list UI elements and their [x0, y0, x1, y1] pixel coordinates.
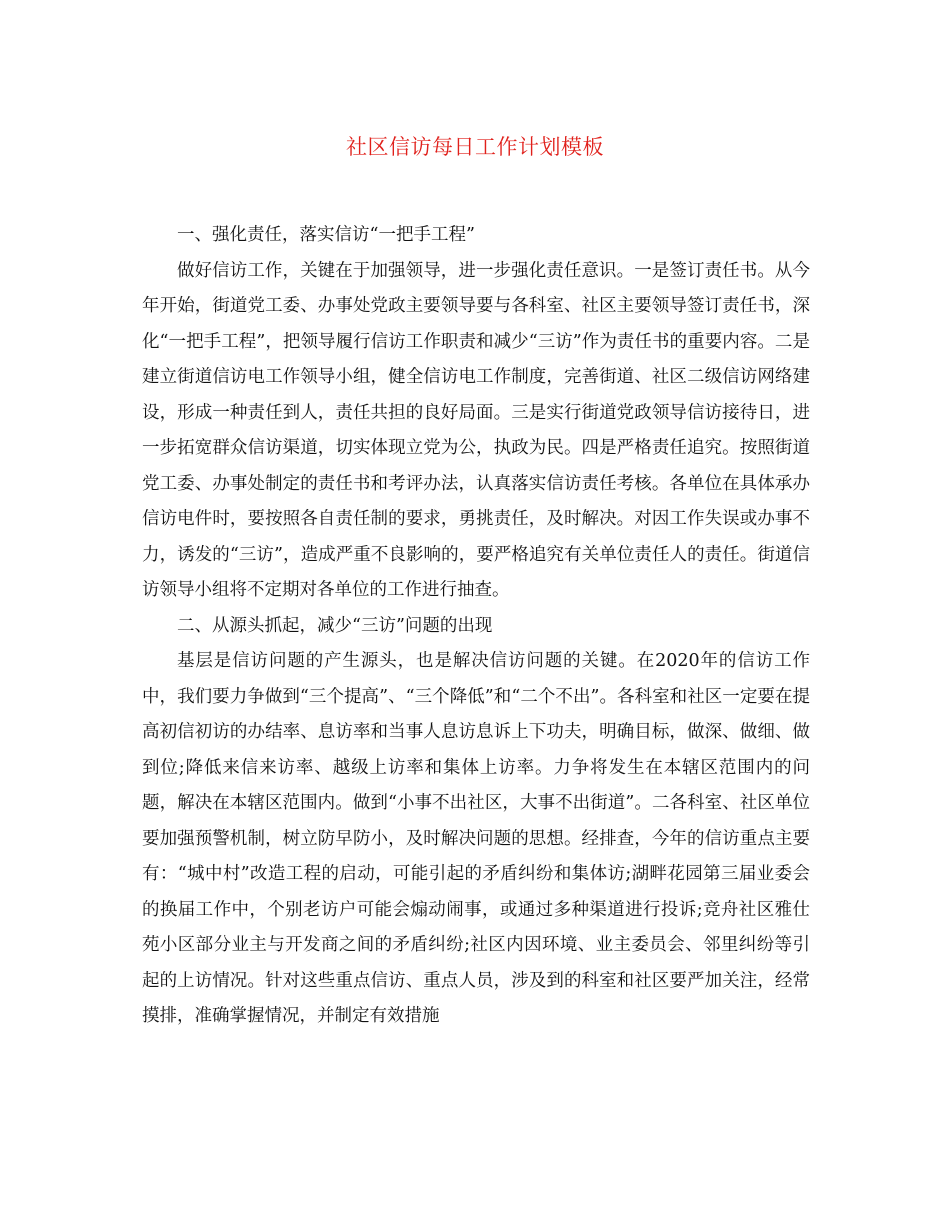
section-heading-1: 一、强化责任，落实信访“一把手工程” — [177, 225, 475, 245]
section-paragraph-2: 基层是信访问题的产生源头，也是解决信访问题的关键。在2020年的信访工作中，我们要力争做到“三个提高”、“三个降低”和“二个不出”。各科室和社区一定要在提高初信初访的办结率、息访率和当事人息访息诉上下功夫，明确目标，做深、做细、做到位;降低来信来访率、越级上访率和集体上访率。力争将发生在本辖区范围内的问题，解决在本辖区范围内。做到“小事不出社区，大事不出街道”。二各科室、社区单位要加强预警机制，树立防早防小，及时解决问题的思想。经排查，今年的信访重点主要有：“城中村”改造工程的启动，可能引起的矛盾纠纷和集体访;湖畔花园第三届业委会的换届工作中，个别老访户可能会煽动闹事，或通过多种渠道进行投诉;竞舟社区雅仕苑小区部分业主与开发商之间的矛盾纠纷;社区内因环境、业主委员会、邻里纠纷等引起的上访情况。针对这些重点信访、重点人员，涉及到的科室和社区要严加关注，经常摸排，准确掌握情况，并制定有效措施 — [142, 651, 810, 1026]
document-title: 社区信访每日工作计划模板 — [346, 135, 604, 159]
section-paragraph-1: 做好信访工作，关键在于加强领导，进一步强化责任意识。一是签订责任书。从今年开始，街道党工委、办事处党政主要领导要与各科室、社区主要领导签订责任书，深化“一把手工程”，把领导履行信访工作职责和减少“三访”作为责任书的重要内容。二是建立街道信访电工作领导小组，健全信访电工作制度，完善街道、社区二级信访网络建设，形成一种责任到人，责任共担的良好局面。三是实行街道党政领导信访接待日，进一步拓宽群众信访渠道，切实体现立党为公，执政为民。四是严格责任追究。按照街道党工委、办事处制定的责任书和考评办法，认真落实信访责任考核。各单位在具体承办信访电件时，要按照各自责任制的要求，勇挑责任，及时解决。对因工作失误或办事不力，诱发的“三访”，造成严重不良影响的，要严格追究有关单位责任人的责任。街道信访领导小组将不定期对各单位的工作进行抽查。 — [142, 260, 810, 600]
document-body — [142, 218, 810, 1035]
section-heading-2: 二、从源头抓起，减少“三访”问题的出现 — [177, 615, 493, 636]
